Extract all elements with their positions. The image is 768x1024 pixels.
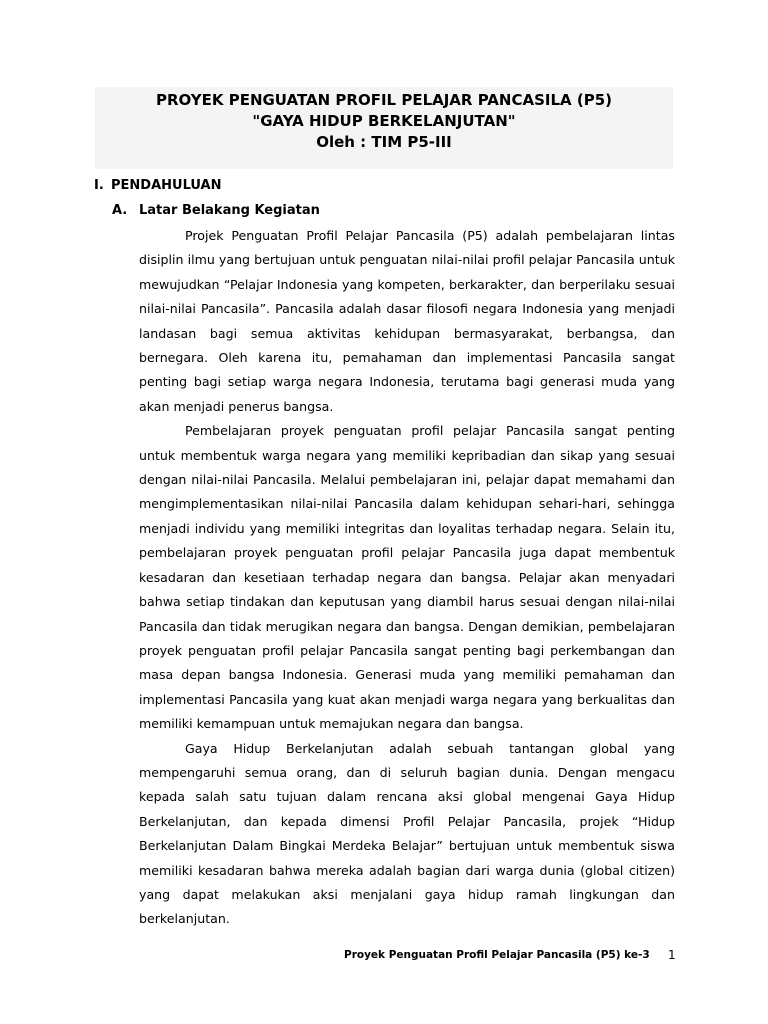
title-line-2: "GAYA HIDUP BERKELANJUTAN" bbox=[252, 112, 516, 130]
body-text bbox=[139, 224, 675, 932]
paragraph-2: Pembelajaran proyek penguatan profil pelajar Pancasila sangat penting untuk membentuk warga negara yang memiliki kepribadian dan sikap yang sesuai dengan nilai-nilai Pancasila. Melalui pembelajaran ini, pelajar dapat memahami dan mengimplementasikan nilai-nilai Pancasila dalam kehidupan sehari-hari, sehingga menjadi individu yang memiliki integritas dan loyalitas terhadap negara. Selain itu, pembelajaran proyek penguatan profil pelajar Pancasila juga dapat membentuk kesadaran dan kesetiaan terhadap negara dan bangsa. Pelajar akan menyadari bahwa setiap tindakan dan keputusan yang diambil harus sesuai dengan nilai-nilai Pancasila dan tidak merugikan negara dan bangsa. Dengan demikian, pembelajaran proyek penguatan profil pelajar Pancasila sangat penting bagi perkembangan dan masa depan bangsa Indonesia. Generasi muda yang memiliki pemahaman dan implementasi Pancasila yang kuat akan menjadi warga negara yang berkualitas dan memiliki kemampuan untuk memajukan negara dan bangsa. bbox=[139, 423, 675, 732]
section-number: I. bbox=[94, 178, 104, 193]
subsection-number: A. bbox=[112, 203, 128, 218]
page-number: 1 bbox=[668, 948, 676, 962]
title-line-1: PROYEK PENGUATAN PROFIL PELAJAR PANCASILA (P5) bbox=[155, 91, 613, 109]
subsection-title: Latar Belakang Kegiatan bbox=[139, 203, 320, 218]
subsection-heading bbox=[112, 202, 320, 220]
section-heading bbox=[94, 177, 222, 195]
section-title: PENDAHULUAN bbox=[111, 178, 222, 193]
paragraph-3: Gaya Hidup Berkelanjutan adalah sebuah tantangan global yang mempengaruhi semua orang, dan di seluruh bagian dunia. Dengan mengacu kepada salah satu tujuan dalam rencana aksi global mengenai Gaya Hidup Berkelanjutan, dan kepada dimensi Profil Pelajar Pancasila, projek “Hidup Berkelanjutan Dalam Bingkai Merdeka Belajar” bertujuan untuk membentuk siswa memiliki kesadaran bahwa mereka adalah bagian dari warga dunia (global citizen) yang dapat melakukan aksi menjalani gaya hidup ramah lingkungan dan berkelanjutan. bbox=[139, 740, 675, 927]
footer-text: Proyek Penguatan Profil Pelajar Pancasila (P5) ke-3 bbox=[344, 949, 650, 961]
paragraph-1: Projek Penguatan Profil Pelajar Pancasila (P5) adalah pembelajaran lintas disiplin ilmu yang bertujuan untuk penguatan nilai-nilai profil pelajar Pancasila untuk mewujudkan “Pelajar Indonesia yang kompeten, berkarakter, dan berperilaku sesuai nilai-nilai Pancasila”. Pancasila adalah dasar filosofi negara Indonesia yang menjadi landasan bagi semua aktivitas kehidupan bermasyarakat, berbangsa, dan bernegara. Oleh karena itu, pemahaman dan implementasi Pancasila sangat penting bagi setiap warga negara Indonesia, terutama bagi generasi muda yang akan menjadi penerus bangsa. bbox=[139, 228, 675, 414]
title-line-3: Oleh : TIM P5-III bbox=[316, 133, 452, 151]
document-title-block bbox=[95, 87, 673, 169]
